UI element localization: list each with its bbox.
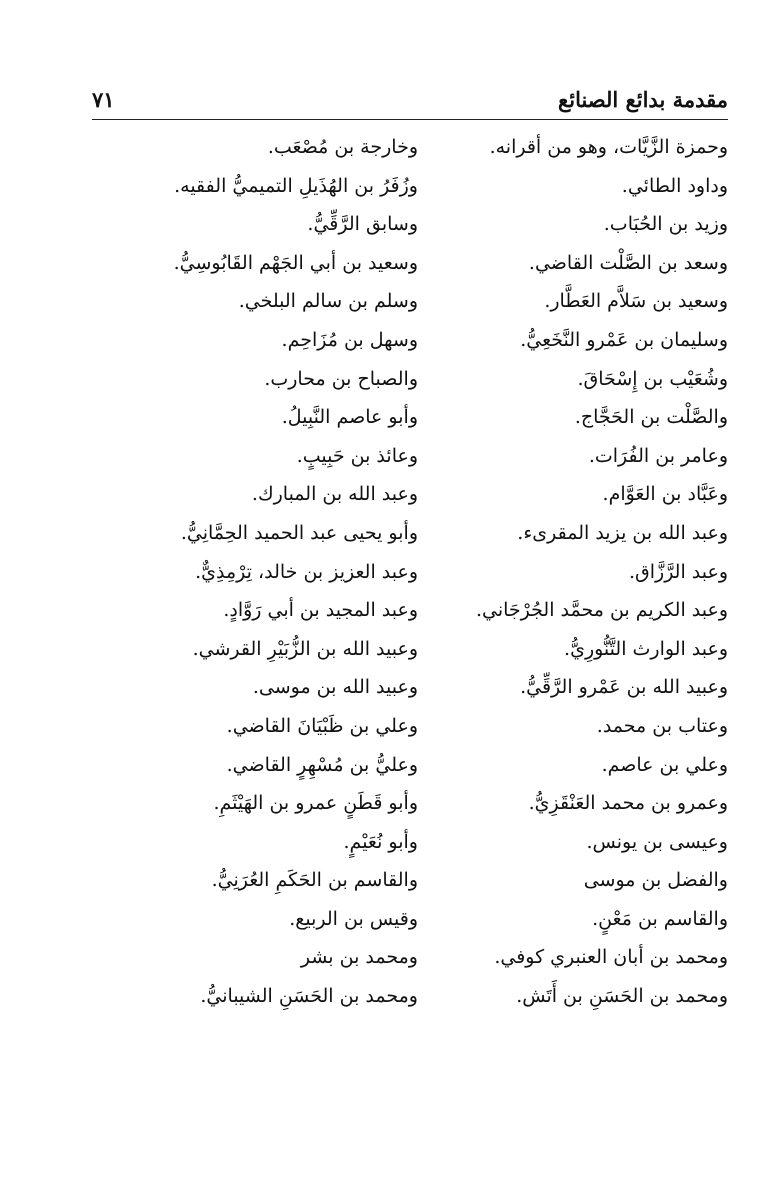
list-item: وعبد الرَّزَّاق.	[628, 560, 728, 583]
list-item: وأبو عاصم النَّبِيلُ.	[281, 406, 418, 429]
list-item: وعيسى بن يونس.	[586, 830, 728, 853]
list-item: والقاسم بن الحَكَمِ العُرَنِيُّ.	[211, 869, 418, 892]
list-item: وعائذ بن حَبِيبٍ.	[296, 444, 418, 467]
list-item: وعلي بن ظَبْيَانَ القاضي.	[226, 714, 418, 737]
list-item: وسعيد بن أبي الجَهْم القَابُوسِيُّ.	[173, 251, 418, 274]
list-item: وسابق الرَّقِّيُّ.	[307, 213, 418, 236]
running-title: مقدمة بدائع الصنائع	[558, 87, 728, 112]
page-number: ٧١	[92, 87, 115, 112]
list-item: وعبد المجيد بن أبي رَوَّادٍ.	[223, 599, 418, 622]
list-item: والفضل بن موسى	[583, 869, 728, 892]
list-item: وسعد بن الصَّلْت القاضي.	[528, 251, 728, 274]
list-item: وخارجة بن مُصْعَب.	[267, 136, 418, 158]
list-item: وعبيد الله بن الزُّبَيْرِ القرشي.	[192, 637, 418, 660]
list-item: وعبيد الله بن موسى.	[252, 676, 418, 699]
entries-columns	[100, 128, 728, 1068]
list-item: وعامر بن الفُرَات.	[588, 444, 728, 467]
list-item: وعبد الوارث التَّنُّورِيُّ.	[564, 637, 728, 660]
list-item: وعبد الله بن يزيد المقرىء.	[517, 521, 728, 544]
list-item: وعبد العزيز بن خالد، تِرْمِذِيٌّ.	[195, 560, 418, 583]
list-item: وحمزة الزَّيَّات، وهو من أقرانه.	[489, 136, 728, 158]
list-item: وزيد بن الحُبَاب.	[603, 213, 728, 236]
list-item: والصباح بن محارب.	[264, 367, 418, 390]
list-item: ومحمد بن بشر	[300, 946, 418, 969]
list-item: وعبد الله بن المبارك.	[251, 483, 418, 506]
list-item: ومحمد بن أبان العنبري كوفي.	[494, 946, 728, 969]
right-column	[428, 128, 728, 1016]
list-item: وشُعَيْب بن إِسْحَاقَ.	[577, 367, 728, 390]
list-item: وعلي بن عاصم.	[601, 753, 728, 776]
list-item: وعبيد الله بن عَمْرو الرَّقِّيُّ.	[520, 676, 728, 699]
list-item: ومحمد بن الحَسَنِ بن أَتَش.	[516, 985, 728, 1008]
list-item: وعبد الكريم بن محمَّد الجُرْجَاني.	[475, 599, 728, 622]
list-item: وعمرو بن محمد العَنْقَزِيُّ.	[528, 792, 728, 815]
page-header	[92, 82, 728, 118]
header-rule	[92, 119, 728, 120]
list-item: وعليُّ بن مُسْهِرٍ القاضي.	[226, 753, 418, 776]
list-item: وزُفَرُ بن الهُذَيلِ التميميُّ الفقيه.	[174, 174, 418, 197]
left-column	[118, 128, 418, 1016]
list-item: وعَبَّاد بن العَوَّام.	[602, 483, 728, 506]
list-item: وسلم بن سالم البلخي.	[238, 290, 418, 313]
list-item: وداود الطائي.	[621, 174, 728, 197]
list-item: وعتاب بن محمد.	[596, 714, 728, 737]
list-item: وأبو يحيى عبد الحميد الحِمَّانِيُّ.	[180, 521, 418, 544]
list-item: وسهل بن مُزَاحِم.	[281, 328, 418, 351]
list-item: وسعيد بن سَلاَّم العَطَّار.	[544, 290, 728, 313]
list-item: وقيس بن الربيع.	[289, 907, 418, 930]
list-item: والقاسم بن مَعْنٍ.	[592, 907, 728, 930]
list-item: وسليمان بن عَمْرو النَّخَعِيُّ.	[520, 328, 728, 351]
list-item: وأبو نُعَيْمٍ.	[343, 830, 418, 853]
list-item: وأبو قَطَنٍ عمرو بن الهَيْثَمِ.	[213, 792, 418, 815]
list-item: والصَّلْت بن الحَجَّاج.	[574, 406, 728, 429]
list-item: ومحمد بن الحَسَنِ الشيبانيُّ.	[200, 985, 418, 1008]
